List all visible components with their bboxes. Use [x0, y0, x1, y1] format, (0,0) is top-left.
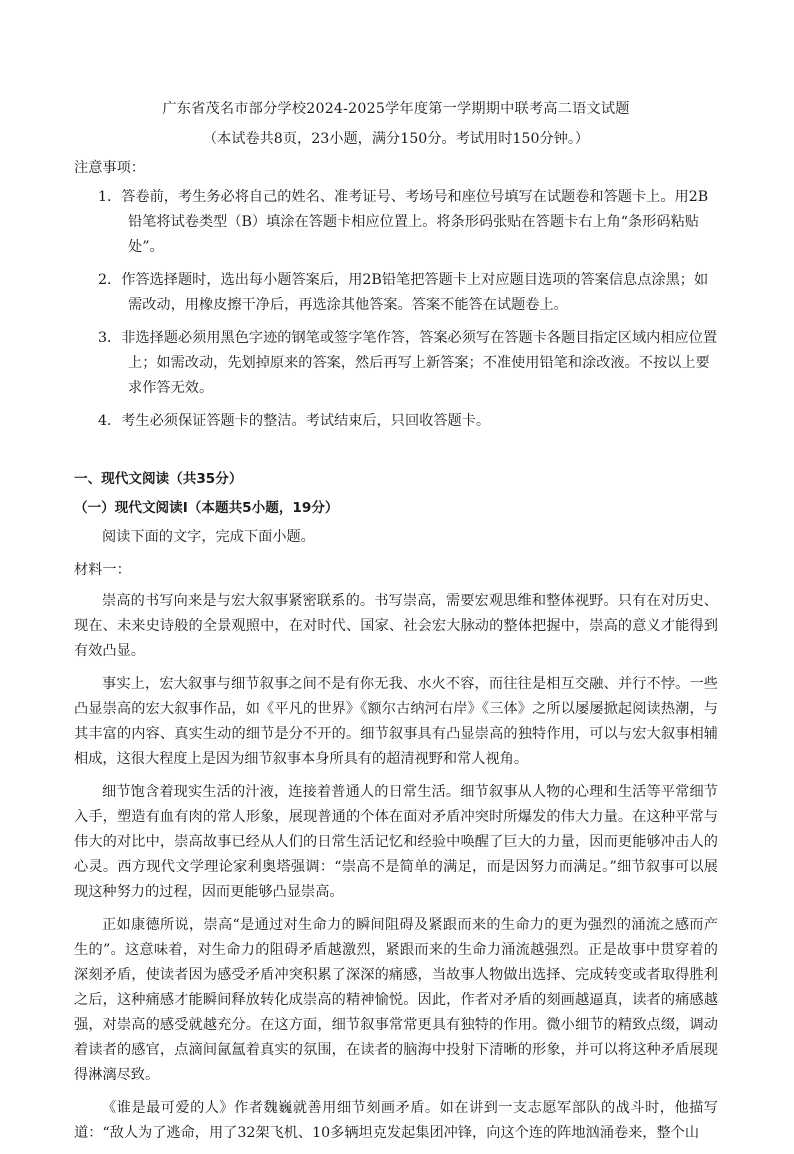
- passage-paragraph: 事实上，宏大叙事与细节叙事之间不是有你无我、水火不容，而往往是相互交融、并行不悖。一些凸显崇高的宏大叙事作品，如《平凡的世界》《额尔古纳河右岸》《三体》之所以屡屡掀起阅读热潮，与其丰富的内容、真实生动的细节是分不开的。细节叙事具有凸显崇高的独特作用，可以与宏大叙事相辅相成，这很大程度上是因为细节叙事本身所具有的超清视野和常人视角。: [74, 676, 718, 767]
- passage-paragraph: 崇高的书写向来是与宏大叙事紧密联系的。书写崇高，需要宏观思维和整体视野。只有在对历史、现在、未来史诗般的全景观照中，在对时代、国家、社会宏大脉动的整体把握中，崇高的意义才能得到有效凸显。: [74, 593, 718, 659]
- section-heading: 一、现代文阅读（共35分）: [74, 471, 243, 487]
- passage-paragraph: 《谁是最可爱的人》作者魏巍就善用细节刻画矛盾。如在讲到一支志愿军部队的战斗时，他描写道：“敌人为了逃命，用了32架飞机、10多辆坦克发起集团冲锋，向这个连的阵地汹涌卷来，整个山: [74, 1100, 718, 1141]
- notice-item: 2．作答选择题时，选出每小题答案后，用2B铅笔把答题卡上对应题目选项的答案信息点涂黑；如需改动，用橡皮擦干净后，再选涂其他答案。答案不能答在试题卷上。: [98, 272, 709, 313]
- passage-paragraph: 正如康德所说，崇高“是通过对生命力的瞬间阻碍及紧跟而来的生命力的更为强烈的涌流之感而产生的”。这意味着，对生命力的阻碍矛盾越激烈，紧跟而来的生命力涌流越强烈。正是故事中贯穿着的深刻矛盾，使读者因为感受矛盾冲突积累了深深的痛感，当故事人物做出选择、完成转变或者取得胜利之后，这种痛感才能瞬间释放转化成崇高的精神愉悦。因此，作者对矛盾的刻画越逼真，读者的痛感越强，对崇高的感受就越充分。在这方面，细节叙事常常更具有独特的作用。微小细节的精致点缀，调动着读者的感官，点滴间氤氲着真实的氛围，在读者的脑海中投射下清晰的形象，并可以将这种矛盾展现得淋漓尽致。: [74, 917, 718, 1083]
- subsection-heading: （一）现代文阅读Ⅰ（本题共5小题，19分）: [74, 500, 339, 516]
- notice-item: 4．考生必须保证答题卡的整洁。考试结束后，只回收答题卡。: [98, 413, 491, 429]
- passage-paragraph: 细节饱含着现实生活的汁液，连接着普通人的日常生活。细节叙事从人物的心理和生活等平常细节入手，塑造有血有肉的常人形象，展现普通的个体在面对矛盾冲突时所爆发的伟大力量。在这种平常与伟大的对比中，崇高故事已经从人们的日常生活记忆和经验中唤醒了巨大的力量，因而更能够冲击人的心灵。西方现代文学理论家利奥塔强调：“崇高不是简单的满足，而是因努力而满足。”细节叙事可以展现这种努力的过程，因而更能够凸显崇高。: [74, 784, 718, 900]
- notice-heading: 注意事项：: [74, 160, 145, 176]
- exam-subtitle: （本试卷共8页，23小题，满分150分。考试用时150分钟。）: [202, 131, 590, 147]
- exam-page: [74, 88, 718, 1154]
- reading-instruction: 阅读下面的文字，完成下面小题。: [102, 529, 315, 545]
- material-label: 材料一：: [74, 562, 131, 578]
- notice-item: 3．非选择题必须用黑色字迹的钢笔或签字笔作答，答案必须写在答题卡各题目指定区域内相应位置上；如需改动，先划掉原来的答案，然后再写上新答案；不准使用铅笔和涂改液。不按以上要求作答无效。: [98, 330, 718, 396]
- exam-title: 广东省茂名市部分学校2024-2025学年度第一学期期中联考高二语文试题: [162, 101, 630, 117]
- notice-item: 1．答卷前，考生务必将自己的姓名、准考证号、考场号和座位号填写在试题卷和答题卡上。用2B铅笔将试卷类型（B）填涂在答题卡相应位置上。将条形码张贴在答题卡右上角“条形码粘贴处”。: [98, 189, 709, 255]
